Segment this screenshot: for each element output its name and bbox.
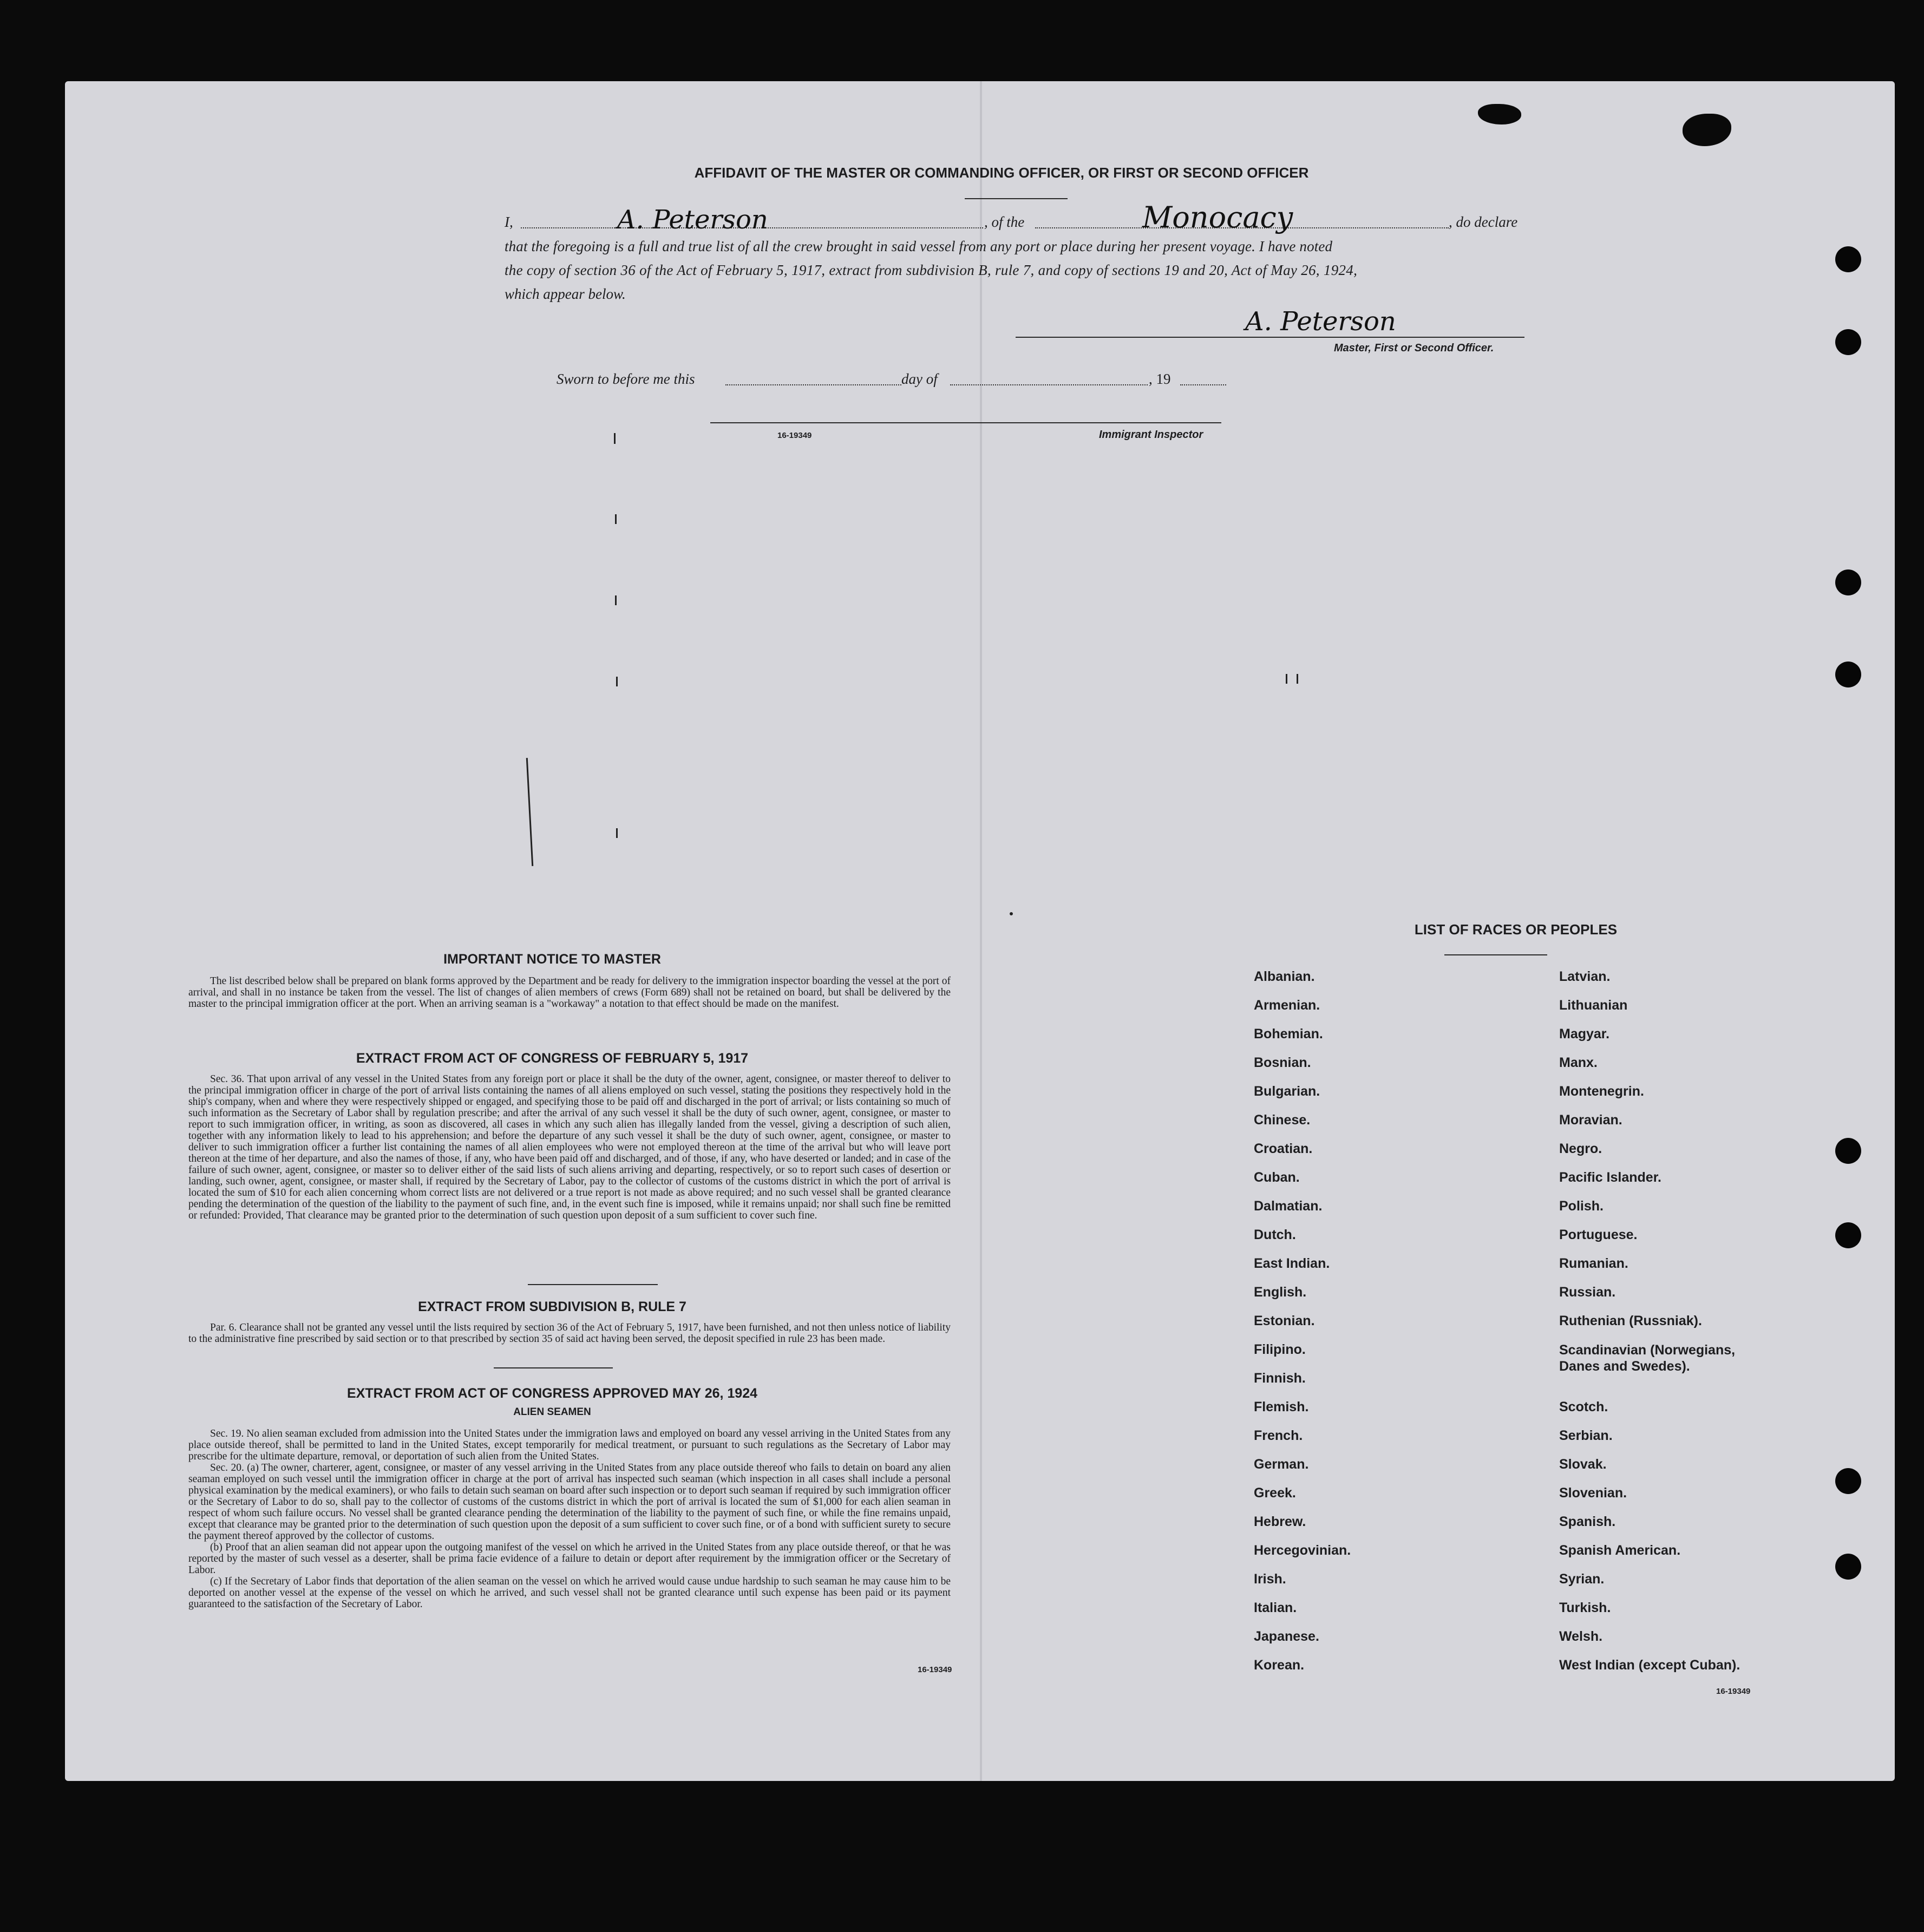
subdivision-b-text	[188, 1322, 951, 1345]
divider	[494, 1367, 613, 1368]
sworn-year-field	[1180, 384, 1226, 385]
form-number-left: 16-19349	[918, 1665, 952, 1674]
sec20c-paragraph: (c) If the Secretary of Labor finds that deportation of the alien seaman on the vessel on which he arrived would cause undue hardship to such seaman he may cause him to be deported on another vessel at the expense of the vessel on which he arrived, and such vessel shall not be granted clearance until such expense has been paid or its payment guaranteed to the satisfaction of the Secretary of Labor.	[188, 1576, 951, 1610]
race-item: West Indian (except Cuban).	[1559, 1658, 1740, 1673]
race-item: Albanian.	[1254, 969, 1315, 984]
race-item: Finnish.	[1254, 1371, 1306, 1386]
bleed-mark	[615, 595, 617, 605]
sworn-label: Sworn to before me this	[557, 371, 695, 387]
race-item: Pacific Islander.	[1559, 1170, 1661, 1185]
race-item: Estonian.	[1254, 1313, 1315, 1328]
label-i: I,	[505, 214, 513, 230]
binder-hole	[1835, 1554, 1861, 1580]
page-fold	[980, 81, 982, 1781]
binder-hole	[1835, 1138, 1861, 1164]
bleed-mark	[1010, 912, 1013, 915]
notice-text	[188, 975, 951, 1010]
binder-hole	[1835, 1468, 1861, 1494]
race-item: Scotch.	[1559, 1399, 1608, 1414]
binder-hole	[1835, 246, 1861, 272]
inspector-line	[710, 422, 1221, 423]
bleed-mark	[1297, 674, 1298, 684]
sec20a-paragraph: Sec. 20. (a) The owner, charterer, agent, consignee, or master of any vessel arriving in the United States from any place outside thereof who fails to detain on board any alien seaman employed on such vessel until the immigration officer in charge at the port of arrival has inspected such seaman (which inspection in all cases shall include a personal physical examination by the medical examiners), or who fails to detain such seaman on board after such inspection or to deport such seaman if required by such immigration officer or the Secretary of Labor to do so, shall pay to the collector of customs of the customs district in which the port of arrival is located the sum of $1,000 for each alien seaman in respect of whom such failure occurs. No vessel shall be granted clearance pending the determination of the liability to the payment of such fine, or while the fine remains unpaid, except that clearance may be granted prior to the determination of such question upon the deposit of a sum sufficient to cover such fine, or of a bond with sufficient surety to secure the payment thereof approved by the collector of customs.	[188, 1462, 951, 1542]
race-item: Cuban.	[1254, 1170, 1300, 1185]
master-signature: A. Peterson	[1245, 306, 1396, 337]
bleed-mark	[616, 828, 618, 838]
bleed-mark	[616, 677, 618, 686]
title-underline	[965, 198, 1068, 199]
race-item: Scandinavian (Norwegians, Danes and Swedes).	[1559, 1342, 1736, 1374]
binder-hole	[1835, 662, 1861, 687]
master-name-handwritten: A. Peterson	[617, 205, 768, 235]
bleed-mark	[1286, 674, 1287, 684]
race-item: Bohemian.	[1254, 1026, 1323, 1042]
form-number-top: 16-19349	[777, 431, 812, 440]
race-item: Armenian.	[1254, 998, 1320, 1013]
declaration-line-4: which appear below.	[505, 286, 626, 302]
race-item: Spanish American.	[1559, 1543, 1681, 1558]
race-item: Ruthenian (Russniak).	[1559, 1313, 1702, 1328]
race-item: Flemish.	[1254, 1399, 1309, 1414]
binder-hole	[1835, 1222, 1861, 1248]
race-item: Hebrew.	[1254, 1514, 1306, 1529]
race-item: Greek.	[1254, 1485, 1296, 1501]
race-item: Welsh.	[1559, 1629, 1603, 1644]
declaration-line-1	[505, 214, 513, 231]
race-item: Bosnian.	[1254, 1055, 1311, 1070]
race-item: Portuguese.	[1559, 1227, 1638, 1242]
race-item: Slovak.	[1559, 1457, 1607, 1472]
race-item: Irish.	[1254, 1571, 1286, 1587]
year-label: , 19	[1149, 371, 1171, 387]
sec36-paragraph: Sec. 36. That upon arrival of any vessel in the United States from any foreign port or place it shall be the duty of the owner, agent, consignee, or master thereof to deliver to the principal immigration officer in charge of the port of arrival lists containing the names of all aliens employed on such vessel, stating the positions they respectively hold in the ship's company, when and where they were respectively shipped or engaged, and specifying those to be paid off and discharged in the port of arrival; or lists containing so much of such information as the Secretary of Labor shall by regulation prescribe; and after the arrival of any such vessel it shall be the duty of such owner, agent, consignee, or master to report to such immigration officer, in writing, as soon as discovered, all cases in which any such alien has illegally landed from the vessel, giving a description of such alien, together with any information likely to lead to his apprehension; and before the departure of any such vessel it shall be the duty of such owner, agent, consignee, or master to deliver to such immigration officer a further list containing the names of all alien employees who were not employed thereon at the time of the arrival but who will leave port thereon at the time of her departure, and also the names of those, if any, who have been paid off and discharged, and of those, if any, who have deserted or landed; and in case of the failure of such owner, agent, consignee, or master so to deliver either of the said lists of such aliens arriving and departing, respectively, or so to report such cases of desertion or landing, such owner, agent, consignee, or master shall, if required by the Secretary of Labor, pay to the collector of customs of the customs district in which the port of arrival is located the sum of $10 for each alien concerning whom correct lists are not delivered or a true report is not made as above required; and no such vessel shall be granted clearance pending the determination of the question of the liability to the payment of such fine, and, in the event such fine is imposed, while it remains unpaid; nor shall such fine be remitted or refunded: Provided, That clearance may be granted prior to the determination of such question upon deposit of a sum sufficient to cover such fine.	[188, 1073, 951, 1221]
race-item: Spanish.	[1559, 1514, 1616, 1529]
sec20b-paragraph: (b) Proof that an alien seaman did not appear upon the outgoing manifest of the vessel on which he arrived in the United States from any place outside thereof, or that he was reported by the master of such vessel as a deserter, shall be prima facie evidence of a failure to detain or deport after requirement by the immigration officer or the Secretary of Labor.	[188, 1542, 951, 1576]
race-item: Slovenian.	[1559, 1485, 1627, 1501]
bleed-mark	[615, 514, 617, 524]
form-number-right: 16-19349	[1716, 1687, 1751, 1696]
race-item: Turkish.	[1559, 1600, 1611, 1615]
races-title-underline	[1444, 954, 1547, 955]
affidavit-title: AFFIDAVIT OF THE MASTER OR COMMANDING OFFICER, OR FIRST OR SECOND OFFICER	[694, 165, 1309, 181]
race-item: Chinese.	[1254, 1112, 1311, 1128]
race-item: Japanese.	[1254, 1629, 1319, 1644]
race-item: Croatian.	[1254, 1141, 1313, 1156]
extract-1924-text	[188, 1428, 951, 1610]
signature-line	[1016, 337, 1524, 338]
extract-1917-text	[188, 1073, 951, 1221]
race-item: Rumanian.	[1559, 1256, 1628, 1271]
race-item: French.	[1254, 1428, 1303, 1443]
sworn-day-field	[725, 384, 901, 385]
race-item: Russian.	[1559, 1285, 1616, 1300]
race-item: Negro.	[1559, 1141, 1602, 1156]
declaration-line-2: that the foregoing is a full and true list of all the crew brought in said vessel from any port or place during her present voyage. I have noted	[505, 238, 1333, 254]
race-item: German.	[1254, 1457, 1309, 1472]
inspector-caption: Immigrant Inspector	[1099, 429, 1203, 441]
signature-caption: Master, First or Second Officer.	[1334, 342, 1494, 354]
race-item: Italian.	[1254, 1600, 1297, 1615]
race-item: Manx.	[1559, 1055, 1598, 1070]
race-item: Korean.	[1254, 1658, 1305, 1673]
race-item: Syrian.	[1559, 1571, 1605, 1587]
races-title: LIST OF RACES OR PEOPLES	[1414, 921, 1618, 938]
race-item: English.	[1254, 1285, 1307, 1300]
binder-hole	[1835, 569, 1861, 595]
race-item: Montenegrin.	[1559, 1084, 1644, 1099]
races-right-column	[1559, 969, 1803, 1686]
alien-seamen-subtitle: ALIEN SEAMEN	[513, 1406, 591, 1418]
bleed-mark	[614, 433, 616, 444]
race-item: Latvian.	[1559, 969, 1611, 984]
label-do-declare: , do declare	[1449, 214, 1518, 230]
notice-title: IMPORTANT NOTICE TO MASTER	[443, 952, 661, 967]
notice-paragraph: The list described below shall be prepared on blank forms approved by the Department and be ready for delivery to the immigration inspector boarding the vessel at the port of arrival, and shall in no instance be taken from the vessel. The list of changes of alien members of crews (Form 689) shall not be retained on board, but shall be delivered by the master to the principal immigration officer at the port. When an arriving seaman is a "workaway" a notation to that effect should be made on the manifest.	[188, 975, 951, 1010]
race-item: Bulgarian.	[1254, 1084, 1320, 1099]
divider	[528, 1284, 658, 1285]
rule7-paragraph: Par. 6. Clearance shall not be granted any vessel until the lists required by section 36 of the Act of February 5, 1917, have been furnished, and not then unless notice of liability to the administrative fine prescribed by said section or to that prescribed by section 35 of said act having been served, the deposit specified in rule 23 has been made.	[188, 1322, 951, 1345]
vessel-name-handwritten: Monocacy	[1142, 200, 1293, 234]
race-item: Lithuanian	[1559, 998, 1628, 1013]
sworn-month-field	[950, 384, 1148, 385]
subdivision-b-title: EXTRACT FROM SUBDIVISION B, RULE 7	[418, 1299, 686, 1314]
race-item: Hercegovinian.	[1254, 1543, 1351, 1558]
race-item: Magyar.	[1559, 1026, 1610, 1042]
race-item: East Indian.	[1254, 1256, 1330, 1271]
race-item: Polish.	[1559, 1199, 1604, 1214]
race-item: Dutch.	[1254, 1227, 1296, 1242]
sec19-paragraph: Sec. 19. No alien seaman excluded from admission into the United States under the immigration laws and employed on board any vessel arriving in the United States from any place outside thereof, shall be permitted to land in the United States, except temporarily for medical treatment, or pursuant to such regulations as the Secretary of Labor may prescribe for the ultimate departure, removal, or deportation of such alien from the United States.	[188, 1428, 951, 1462]
race-item: Serbian.	[1559, 1428, 1613, 1443]
extract-1917-title: EXTRACT FROM ACT OF CONGRESS OF FEBRUARY 5, 1917	[356, 1051, 749, 1066]
label-of-the: , of the	[984, 214, 1025, 230]
declaration-line-3: the copy of section 36 of the Act of February 5, 1917, extract from subdivision B, rule 7, and copy of sections 19 and 20, Act of May 26, 1924,	[505, 262, 1358, 278]
race-item: Filipino.	[1254, 1342, 1306, 1357]
extract-1924-title: EXTRACT FROM ACT OF CONGRESS APPROVED MAY 26, 1924	[346, 1386, 758, 1401]
binder-hole	[1835, 329, 1861, 355]
race-item: Dalmatian.	[1254, 1199, 1323, 1214]
race-item: Moravian.	[1559, 1112, 1622, 1128]
races-left-column	[1254, 969, 1557, 1686]
day-of-label: day of	[901, 371, 938, 387]
